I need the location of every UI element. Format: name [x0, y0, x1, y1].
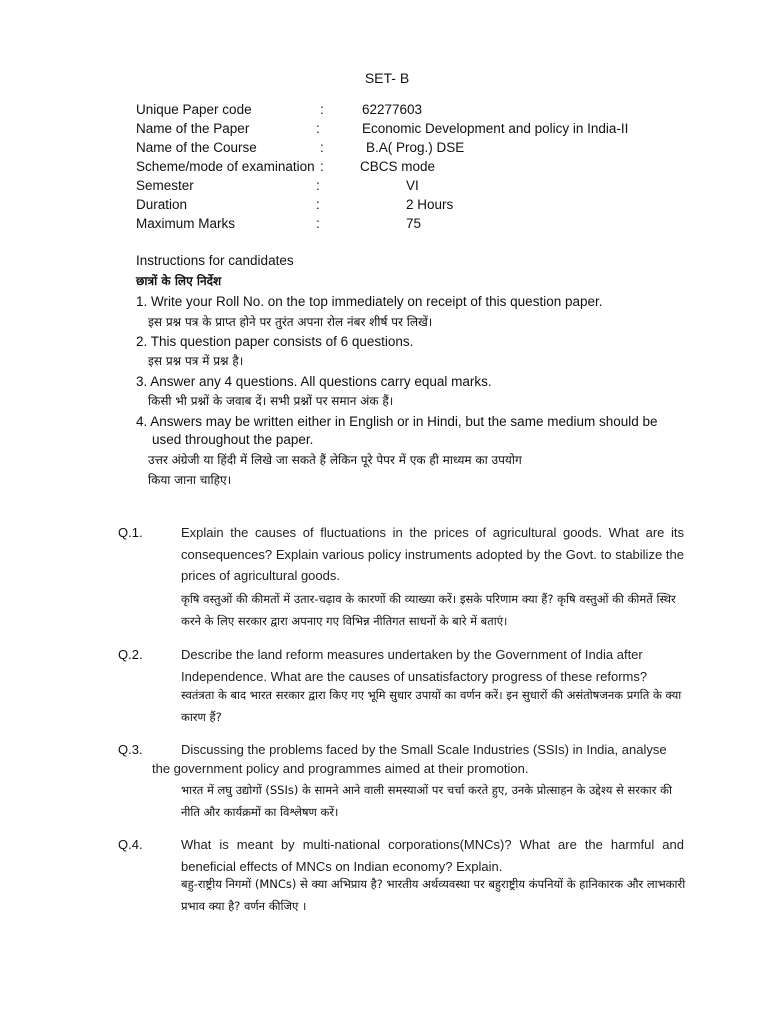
- question-text-hindi: स्वतंत्रता के बाद भारत सरकार द्वारा किए गए भूमि सुधार उपायों का वर्णन करें। इन सुधारों की असंतोषजनक प्रगति के क्या कारण हैं?: [181, 688, 682, 724]
- question-text-hindi: बहु-राष्ट्रीय निगमों (MNCs) से क्या अभिप्राय है? भारतीय अर्थव्यवस्था पर बहुराष्ट्रीय कंपनियों के हानिकारक और लाभकारी प्रभाव क्या है? वर्णन कीजिए ।: [181, 877, 686, 913]
- instruction-1: 1. Write your Roll No. on the top immediately on receipt of this question paper.: [136, 294, 603, 309]
- meta-value: 62277603: [362, 102, 423, 117]
- question-number: Q.2.: [118, 647, 143, 662]
- meta-colon: :: [316, 216, 320, 231]
- instruction-2: 2. This question paper consists of 6 questions.: [136, 334, 414, 349]
- instruction-2-hindi: इस प्रश्न पत्र में प्रश्न है।: [148, 354, 244, 368]
- meta-label: Semester: [136, 178, 194, 193]
- question-text-hindi: भारत में लघु उद्योगों (SSIs) के सामने आने वाली समस्याओं पर चर्चा करते हुए, उनके प्रोत्साहन के उद्देश्य से सरकार की नीति और कार्यक्रमों का विश्लेषण करें।: [181, 783, 672, 819]
- meta-colon: :: [320, 159, 324, 174]
- instruction-4: 4. Answers may be written either in English or in Hindi, but the same medium should be: [136, 414, 658, 429]
- meta-label: Scheme/mode of examination: [136, 159, 315, 174]
- question-text: What is meant by multi-national corporations(MNCs)? What are the harmful and beneficial effects of MNCs on Indian economy? Explain.: [181, 837, 684, 874]
- meta-value: VI: [406, 178, 419, 193]
- meta-colon: :: [316, 178, 320, 193]
- meta-value: Economic Development and policy in India-II: [362, 121, 629, 136]
- meta-label: Name of the Paper: [136, 121, 250, 136]
- instruction-4-hindi-cont: किया जाना चाहिए।: [148, 473, 232, 487]
- meta-colon: :: [316, 197, 320, 212]
- question-text: Describe the land reform measures undertaken by the Government of India after Independence. What are the causes of unsatisfactory progress of these reforms?: [181, 647, 648, 684]
- meta-label: Duration: [136, 197, 188, 212]
- meta-colon: :: [320, 140, 324, 155]
- question-text-hindi: कृषि वस्तुओं की कीमतों में उतार-चढ़ाव के कारणों की व्याख्या करें। इसके परिणाम क्या हैं? कृषि वस्तुओं की कीमतें स्थिर करने के लिए सरकार द्वारा अपनाए गए विभिन्न नीतिगत साधनों के बारे में बताएं।: [181, 592, 676, 628]
- meta-value: CBCS mode: [360, 159, 436, 174]
- instruction-4-cont: used throughout the paper.: [152, 432, 314, 447]
- meta-value: 2 Hours: [406, 197, 454, 212]
- question-number: Q.1.: [118, 525, 143, 540]
- instruction-1-hindi: इस प्रश्न पत्र के प्राप्त होने पर तुरंत अपना रोल नंबर शीर्ष पर लिखें।: [148, 315, 433, 329]
- instruction-3: 3. Answer any 4 questions. All questions carry equal marks.: [136, 374, 492, 389]
- meta-value: 75: [406, 216, 422, 231]
- question-number: Q.4.: [118, 837, 143, 852]
- instruction-3-hindi: किसी भी प्रश्नों के जवाब दें। सभी प्रश्नों पर समान अंक हैं।: [148, 394, 394, 408]
- question-number: Q.3.: [118, 742, 143, 757]
- meta-colon: :: [316, 121, 320, 136]
- meta-label: Maximum Marks: [136, 216, 236, 231]
- set-title: SET- B: [364, 70, 410, 86]
- instructions-heading-hindi: छात्रों के लिए निर्देश: [136, 274, 222, 288]
- instruction-4-hindi: उत्तर अंग्रेजी या हिंदी में लिखे जा सकते हैं लेकिन पूरे पेपर में एक ही माध्यम का उपयोग: [148, 453, 522, 467]
- question-text: Explain the causes of fluctuations in the prices of agricultural goods. What are its consequences? Explain various policy instruments adopted by the Govt. to stabilize the prices of agricultural goods.: [181, 525, 684, 583]
- meta-value: B.A( Prog.) DSE: [366, 140, 465, 155]
- question-text-cont: the government policy and programmes aimed at their promotion.: [152, 761, 529, 776]
- meta-label: Name of the Course: [136, 140, 257, 155]
- meta-label: Unique Paper code: [136, 102, 252, 117]
- question-text: Discussing the problems faced by the Small Scale Industries (SSIs) in India, analyse: [181, 742, 667, 757]
- instructions-heading: Instructions for candidates: [136, 253, 294, 268]
- meta-colon: :: [320, 102, 324, 117]
